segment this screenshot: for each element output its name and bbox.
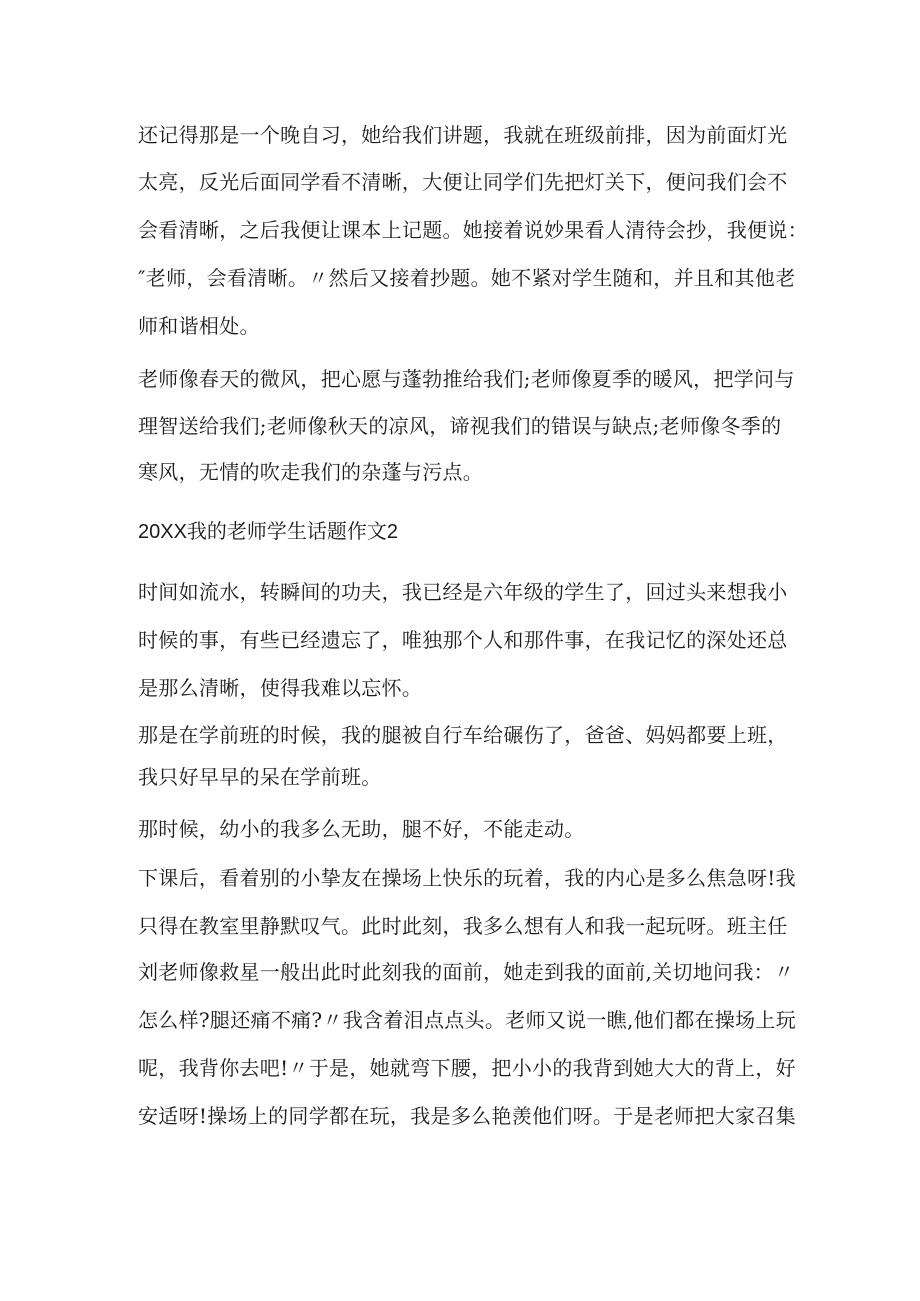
text-line: 下课后，看着别的小挚友在操场上快乐的玩着，我的内心是多么焦急呀!我 [138,866,796,890]
text-line: 只得在教室里静默叹气。此时此刻，我多么想有人和我一起玩呀。班主任 [138,914,788,938]
text-line: 安适呀!操场上的同学都在玩，我是多么艳羡他们呀。于是老师把大家召集 [138,1104,796,1128]
text-line: 还记得那是一个晚自习，她给我们讲题，我就在班级前排，因为前面灯光 [138,123,788,147]
text-line: 寒风，无情的吹走我们的杂蓬与污点。 [138,460,484,484]
text-line: ″老师，会看清晰。〃然后又接着抄题。她不紧对学生随和，并且和其他老 [138,266,796,290]
text-line: 理智送给我们;老师像秋天的凉风，谛视我们的错误与缺点;老师像冬季的 [138,414,782,438]
text-line: 太亮，反光后面同学看不清晰，大便让同学们先把灯关下，便问我们会不 [138,170,788,194]
text-line: 时候的事，有些已经遗忘了，唯独那个人和那件事，在我记忆的深处还总 [138,628,788,652]
text-line: 时间如流水，转瞬间的功夫，我已经是六年级的学生了，回过头来想我小 [138,580,788,604]
text-line: 是那么清晰，使得我难以忘怀。 [138,676,423,700]
text-line: 那时候，幼小的我多么无助，腿不好，不能走动。 [138,817,585,841]
text-line: 怎么样?腿还痛不痛?〃我含着泪点点头。老师又说一瞧,他们都在操场上玩 [138,1008,797,1032]
text-line: 老师像春天的微风，把心愿与蓬勃推给我们;老师像夏季的暖风，把学问与 [138,367,795,391]
section-heading: 20XX我的老师学生话题作文2 [138,521,399,543]
text-line: 呢，我背你去吧!〃于是，她就弯下腰，把小小的我背到她大大的背上，好 [138,1056,796,1080]
text-line: 会看清晰，之后我便让课本上记题。她接着说妙果看人清待会抄，我便说： [138,218,808,242]
text-line: 师和谐相处。 [138,314,260,338]
text-line: 那是在学前班的时候，我的腿被自行车给碾伤了，爸爸、妈妈都要上班， [138,723,788,747]
text-line: 我只好早早的呆在学前班。 [138,765,382,789]
text-line: 刘老师像救星一般出此时此刻我的面前，她走到我的面前,关切地问我：〃 [138,960,795,984]
